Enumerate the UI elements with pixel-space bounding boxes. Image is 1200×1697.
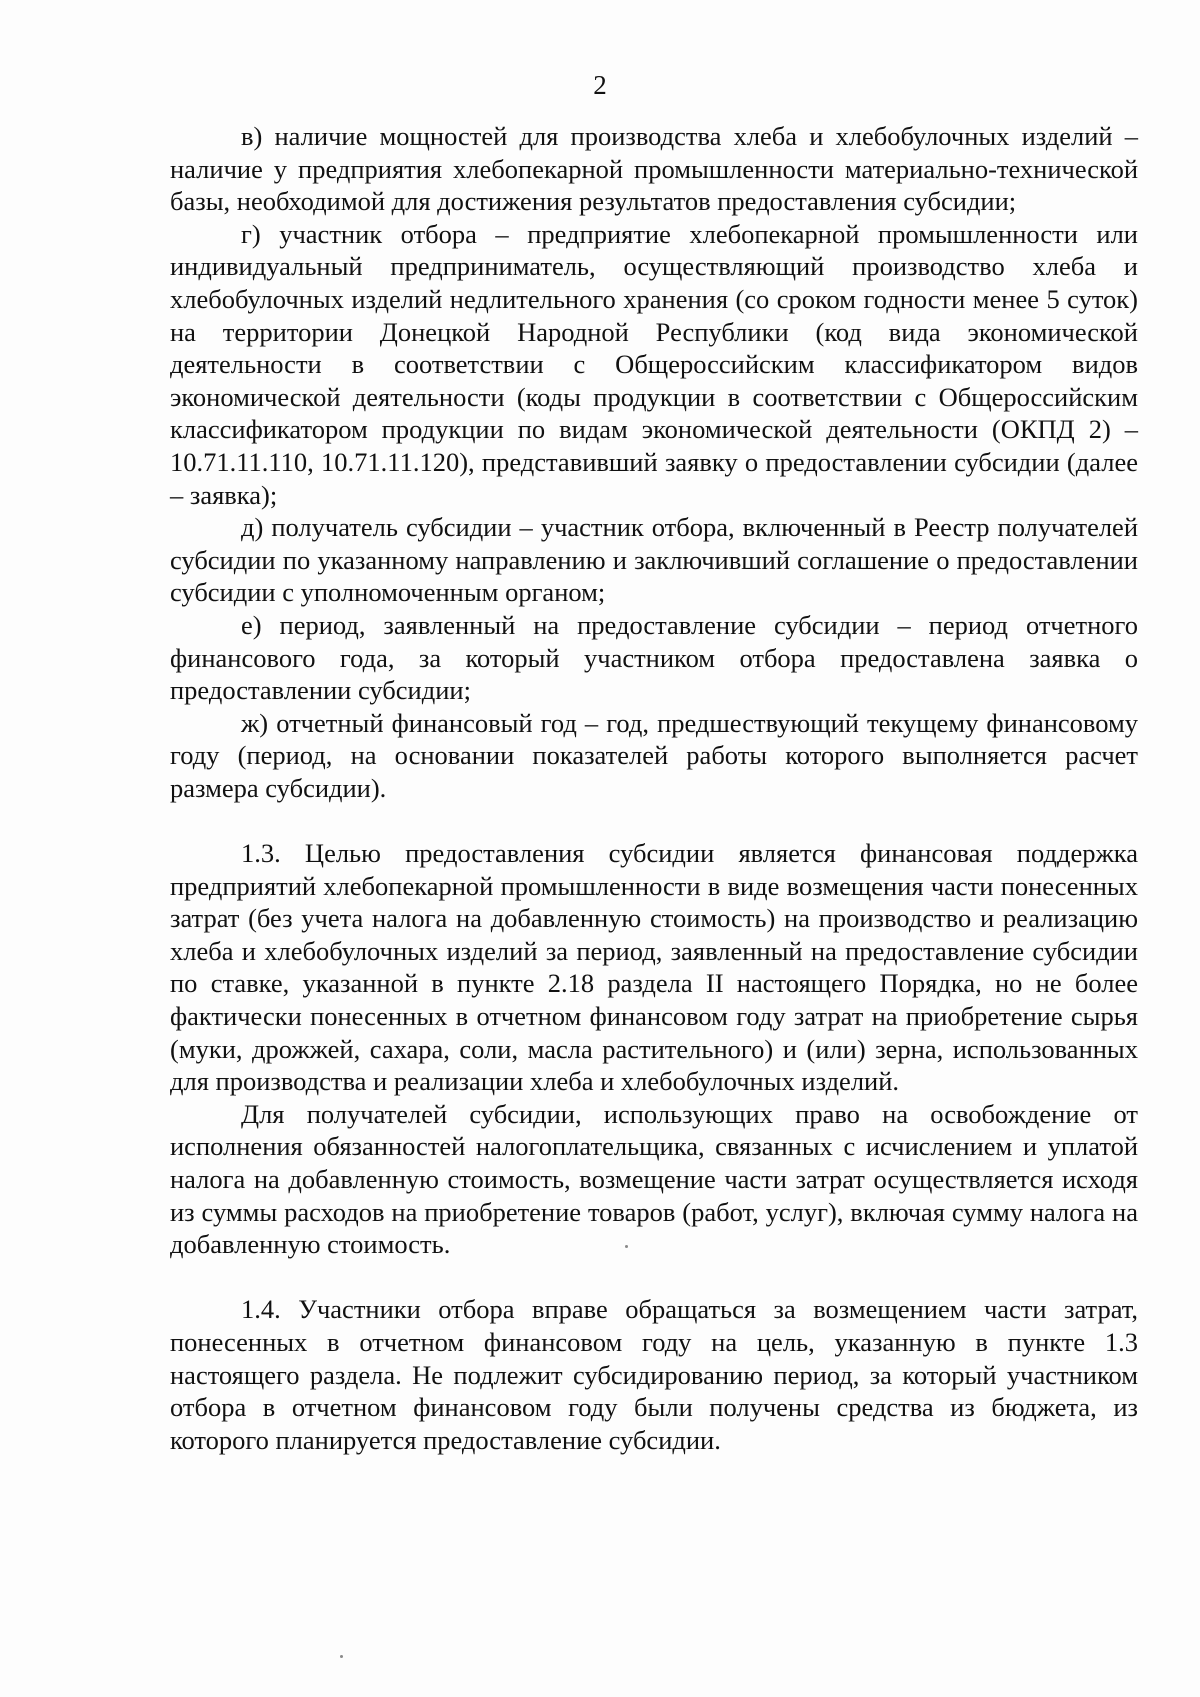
definition-item-v: в) наличие мощностей для производства хлеба и хлебобулочных изделий – наличие у предприятия хлебопекарной промышленности материально-технической базы, необходимой для достижения результатов предоставления субсидии; bbox=[170, 121, 1138, 217]
definition-item-e: е) период, заявленный на предоставление субсидии – период отчетного финансового года, за который участником отбора предоставлена заявка о предоставлении субсидии; bbox=[170, 609, 1138, 706]
document-body bbox=[170, 120, 1138, 1456]
definition-item-g: г) участник отбора – предприятие хлебопекарной промышленности или индивидуальный предприниматель, осуществляющий производство хлеба и хлебобулочных изделий недлительного хранения (со сроком годности менее 5 суток) на территории Донецкой Народной Республики (код вида экономической деятельности в соответствии с Общероссийским классификатором видов экономической деятельности (коды продукции в соответствии с Общероссийским классификатором продукции по видам экономической деятельности (ОКПД 2) – 10.71.11.110, 10.71.11.120), представивший заявку о предоставлении субсидии (далее – заявка); bbox=[170, 218, 1138, 510]
clause-1-3-vat-paragraph: Для получателей субсидии, использующих право на освобождение от исполнения обязанностей налогоплательщика, связанных с исчислением и уплатой налога на добавленную стоимость, возмещение части затрат осуществляется исходя из суммы расходов на приобретение товаров (работ, услуг), включая сумму налога на добавленную стоимость. bbox=[170, 1098, 1138, 1260]
scan-speck bbox=[340, 1655, 343, 1658]
scan-speck bbox=[625, 1245, 628, 1248]
page-number: 2 bbox=[593, 70, 607, 100]
definition-item-d: д) получатель субсидии – участник отбора, включенный в Реестр получателей субсидии по указанному направлению и заключивший соглашение о предоставлении субсидии с уполномоченным органом; bbox=[170, 512, 1138, 608]
clause-1-3: 1.3. Целью предоставления субсидии является финансовая поддержка предприятий хлебопекарной промышленности в виде возмещения части понесенных затрат (без учета налога на добавленную стоимость) на производство и реализацию хлеба и хлебобулочных изделий за период, заявленный на предоставление субсидии по ставке, указанной в пункте 2.18 раздела II настоящего Порядка, но не более фактически понесенных в отчетном финансовом году затрат на приобретение сырья (муки, дрожжей, сахара, соли, масла растительного) и (или) зерна, использованных для производства и реализации хлеба и хлебобулочных изделий. bbox=[170, 838, 1138, 1097]
clause-1-4: 1.4. Участники отбора вправе обращаться за возмещением части затрат, понесенных в отчетном финансовом году на цель, указанную в пункте 1.3 настоящего раздела. Не подлежит субсидированию период, за который участником отбора в отчетном финансовом году были получены средства из бюджета, из которого планируется предоставление субсидии. bbox=[170, 1294, 1138, 1455]
definition-item-zh: ж) отчетный финансовый год – год, предшествующий текущему финансовому году (период, на основании показателей работы которого выполняется расчет размера субсидии). bbox=[170, 707, 1138, 803]
